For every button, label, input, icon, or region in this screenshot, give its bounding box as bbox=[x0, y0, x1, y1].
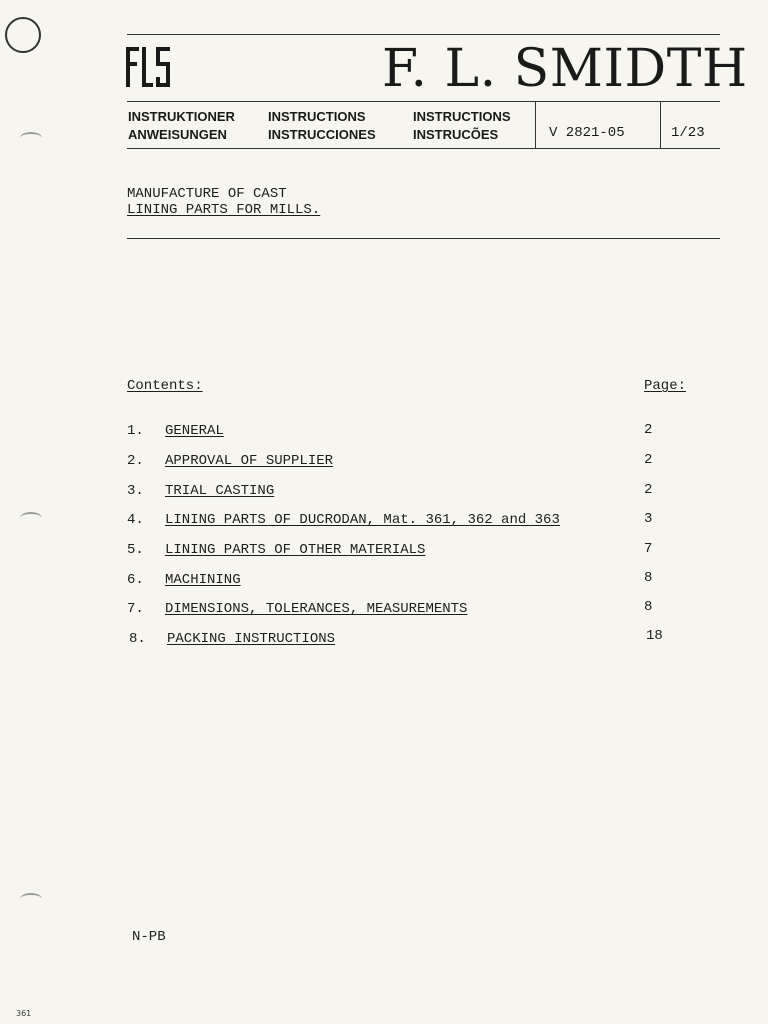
toc-item-number: 8. bbox=[129, 631, 146, 647]
contents-heading: Contents: bbox=[127, 378, 203, 394]
toc-item bbox=[127, 483, 274, 499]
document-title-line2: LINING PARTS FOR MILLS. bbox=[127, 202, 321, 218]
toc-item-page: 3 bbox=[644, 511, 653, 527]
toc-item-page: 8 bbox=[644, 570, 653, 586]
toc-item-number: 1. bbox=[127, 423, 144, 439]
lang-label-danish: INSTRUKTIONER bbox=[128, 109, 235, 124]
page-indicator: 1/23 bbox=[671, 125, 705, 141]
toc-item-label: LINING PARTS OF DUCRODAN, Mat. 361, 362 and 363 bbox=[165, 512, 560, 528]
lang-label-german: ANWEISUNGEN bbox=[128, 127, 227, 142]
toc-item-label: DIMENSIONS, TOLERANCES, MEASUREMENTS bbox=[165, 601, 468, 617]
toc-item-number: 3. bbox=[127, 483, 144, 499]
document-title-line1: MANUFACTURE OF CAST bbox=[127, 186, 287, 202]
header-divider bbox=[660, 101, 661, 148]
toc-item-number: 5. bbox=[127, 542, 144, 558]
toc-item-number: 2. bbox=[127, 453, 144, 469]
toc-item bbox=[127, 512, 560, 528]
header-divider bbox=[535, 101, 536, 148]
toc-item-label: LINING PARTS OF OTHER MATERIALS bbox=[165, 542, 426, 558]
toc-item-label: GENERAL bbox=[165, 423, 224, 439]
toc-item-page: 18 bbox=[646, 628, 663, 644]
lang-label-english: INSTRUCTIONS bbox=[268, 109, 366, 124]
document-number: V 2821-05 bbox=[549, 125, 625, 141]
punch-hole-mark bbox=[20, 893, 42, 905]
toc-item-number: 6. bbox=[127, 572, 144, 588]
fls-logo bbox=[126, 47, 172, 91]
page-column-heading: Page: bbox=[644, 378, 687, 394]
lang-label-french: INSTRUCTIONS bbox=[413, 109, 511, 124]
toc-item-page: 2 bbox=[644, 422, 653, 438]
toc-item-label: TRIAL CASTING bbox=[165, 483, 275, 499]
corner-number: 361 bbox=[16, 1009, 32, 1018]
toc-item-page: 2 bbox=[644, 452, 653, 468]
punch-hole-mark bbox=[20, 512, 42, 524]
header-bottom-rule bbox=[127, 148, 720, 149]
toc-item bbox=[127, 572, 241, 588]
header-top-rule bbox=[127, 34, 720, 35]
lang-label-spanish: INSTRUCCIONES bbox=[268, 127, 376, 142]
toc-item bbox=[127, 453, 333, 469]
title-rule bbox=[127, 238, 720, 239]
toc-item bbox=[127, 542, 425, 558]
toc-item bbox=[129, 631, 335, 647]
toc-item-page: 2 bbox=[644, 482, 653, 498]
toc-item-number: 7. bbox=[127, 601, 144, 617]
toc-item-label: MACHINING bbox=[165, 572, 241, 588]
toc-item-label: APPROVAL OF SUPPLIER bbox=[165, 453, 334, 469]
punch-hole-mark bbox=[20, 132, 42, 144]
brand-name: F. L. SMIDTH bbox=[382, 39, 748, 99]
toc-item bbox=[127, 601, 467, 617]
hole-circle-mark bbox=[5, 17, 41, 53]
header-mid-rule bbox=[127, 101, 720, 102]
lang-label-portuguese: INSTRUCÕES bbox=[413, 127, 499, 142]
toc-item-label: PACKING INSTRUCTIONS bbox=[167, 631, 336, 647]
toc-item-page: 8 bbox=[644, 599, 653, 615]
footer-code: N-PB bbox=[132, 929, 166, 945]
toc-item-number: 4. bbox=[127, 512, 144, 528]
toc-item-page: 7 bbox=[644, 541, 653, 557]
toc-item bbox=[127, 423, 224, 439]
